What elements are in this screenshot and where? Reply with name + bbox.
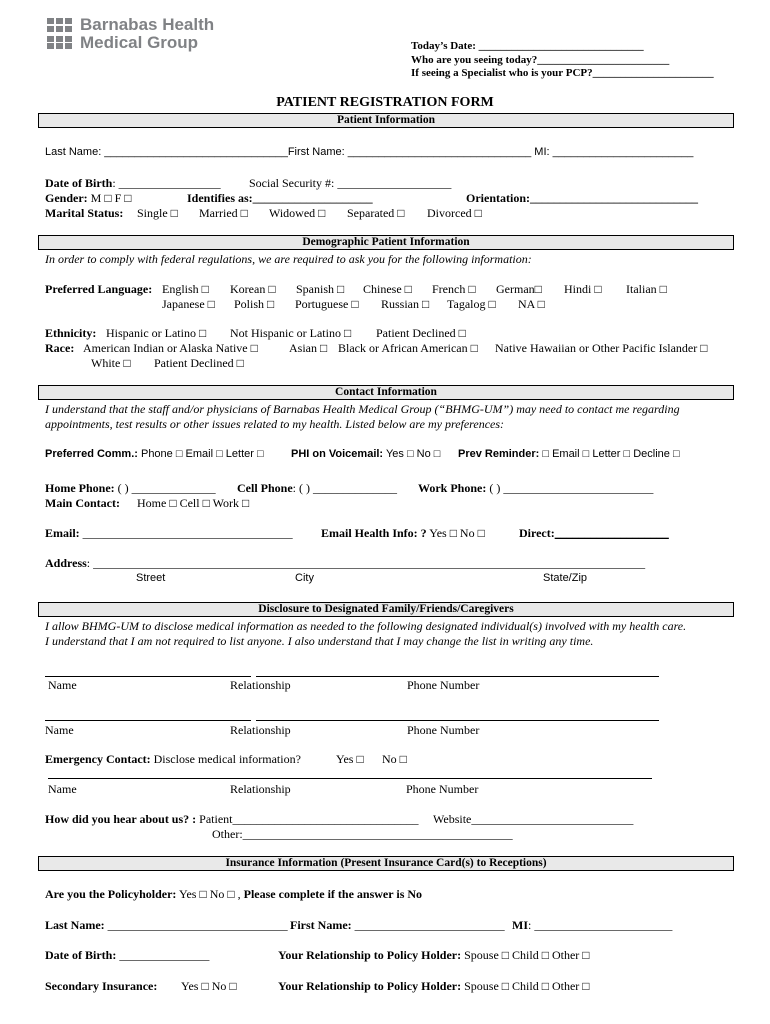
insured-dob-field[interactable]: [45, 948, 209, 963]
home-phone-field[interactable]: [45, 481, 216, 496]
section-contact: Contact Information: [38, 385, 734, 400]
ethnicity-hispanic-checkbox[interactable]: Hispanic or Latino □: [106, 326, 207, 340]
lang-chinese-checkbox[interactable]: Chinese □: [363, 282, 412, 296]
designee2-phone-label: Phone Number: [407, 723, 480, 737]
race-asian-checkbox[interactable]: Asian □: [289, 341, 328, 355]
logo-square: [47, 26, 54, 32]
designee2-relationship-label: Relationship: [230, 723, 291, 737]
marital-separated-checkbox[interactable]: Separated □: [347, 206, 405, 220]
address-field[interactable]: [45, 556, 645, 571]
designee1-name-line[interactable]: [45, 676, 251, 677]
secondary-relationship-field[interactable]: [278, 979, 590, 994]
designee2-name-line[interactable]: [45, 720, 251, 721]
logo-line1: Barnabas Health: [80, 15, 215, 34]
gender-options: M □ F □: [87, 191, 132, 205]
designee1-phone-label: Phone Number: [407, 678, 480, 692]
dob-field[interactable]: [45, 176, 221, 191]
direct-line: ___________________: [554, 526, 669, 540]
race-label: Race:: [45, 341, 75, 355]
specialist-pcp-field[interactable]: If seeing a Specialist who is your PCP?______________________: [411, 67, 714, 79]
hear-about-field[interactable]: [45, 812, 418, 827]
address-line: : ____________________________________________________________________________________________: [86, 556, 646, 570]
emergency-yes-checkbox[interactable]: Yes □: [336, 752, 364, 766]
insured-first-name-label: First Name:: [290, 918, 352, 932]
work-phone-field[interactable]: [418, 481, 653, 496]
preferred-comm-field[interactable]: [45, 448, 264, 460]
email-field[interactable]: [45, 526, 293, 541]
logo-square: [56, 43, 63, 49]
marital-status-label: Marital Status:: [45, 206, 124, 220]
email-health-options: Yes □ No □: [426, 526, 485, 540]
logo-square: [65, 26, 72, 32]
demographic-intro: In order to comply with federal regulations, we are required to ask you for the following information:: [45, 252, 532, 266]
logo-square: [56, 18, 63, 24]
preferred-comm-options: Phone □ Email □ Letter □: [137, 448, 264, 460]
ssn-field[interactable]: Social Security #: ___________________: [249, 176, 452, 190]
home-phone-line: ( ) ______________: [114, 481, 216, 495]
preferred-comm-label: Preferred Comm.:: [45, 448, 138, 460]
emergency-contact-field: [45, 752, 301, 767]
secondary-relationship-label: Your Relationship to Policy Holder:: [278, 979, 462, 993]
lang-hindi-checkbox[interactable]: Hindi □: [564, 282, 602, 296]
section-demographic: Demographic Patient Information: [38, 235, 734, 250]
logo-square: [56, 36, 63, 42]
gender-field[interactable]: [45, 191, 132, 206]
phi-voicemail-field[interactable]: [291, 448, 440, 460]
ethnicity-declined-checkbox[interactable]: Patient Declined □: [376, 326, 466, 340]
lang-portuguese-checkbox[interactable]: Portuguese □: [295, 297, 359, 311]
relationship-field[interactable]: [278, 948, 590, 963]
designee1-relationship-label: Relationship: [230, 678, 291, 692]
email-health-label: Email Health Info: ?: [321, 526, 427, 540]
race-black-checkbox[interactable]: Black or African American □: [338, 341, 478, 355]
lang-korean-checkbox[interactable]: Korean □: [230, 282, 276, 296]
city-label: City: [295, 572, 314, 584]
race-hawaiian-checkbox[interactable]: Native Hawaiian or Other Pacific Islander □: [495, 341, 708, 355]
policyholder-options: Yes □ No □ ,: [176, 887, 241, 901]
insured-last-name-label: Last Name:: [45, 918, 105, 932]
logo-square: [65, 43, 72, 49]
relationship-options: Spouse □ Child □ Other □: [461, 948, 590, 962]
email-label: Email:: [45, 526, 80, 540]
logo-line2: Medical Group: [80, 33, 199, 52]
section-insurance: Insurance Information (Present Insurance Card(s) to Receptions): [38, 856, 734, 871]
ethnicity-label: Ethnicity:: [45, 326, 97, 340]
section-disclosure: Disclosure to Designated Family/Friends/Caregivers: [38, 602, 734, 617]
disclosure-intro-line2: I understand that I am not required to list anyone. I also understand that I may change the list in writing any time.: [45, 634, 594, 648]
cell-phone-line: : ( ) ______________: [292, 481, 397, 495]
cell-phone-field[interactable]: [237, 481, 397, 496]
designee2-rel-phone-line[interactable]: [256, 720, 659, 721]
section-patient-info: Patient Information: [38, 113, 734, 128]
prev-reminder-options: □ Email □ Letter □ Decline □: [539, 448, 680, 460]
gender-label: Gender:: [45, 191, 88, 205]
dob-line: : _________________: [112, 176, 221, 190]
ethnicity-not-hispanic-checkbox[interactable]: Not Hispanic or Latino □: [230, 326, 352, 340]
phi-voicemail-label: PHI on Voicemail:: [291, 448, 384, 460]
secondary-relationship-options: Spouse □ Child □ Other □: [461, 979, 590, 993]
policyholder-label: Are you the Policyholder:: [45, 887, 177, 901]
todays-date-field[interactable]: Today’s Date: ______________________________: [411, 40, 644, 52]
home-phone-label: Home Phone:: [45, 481, 115, 495]
lang-na-checkbox[interactable]: NA □: [518, 297, 545, 311]
hear-other-field[interactable]: Other:_____________________________________________: [212, 827, 513, 841]
email-health-field[interactable]: [321, 526, 485, 541]
work-phone-line: ( ) _________________________: [486, 481, 654, 495]
insured-first-name-field[interactable]: [290, 918, 505, 933]
direct-field[interactable]: [519, 526, 669, 541]
insured-mi-field[interactable]: [512, 918, 672, 933]
marital-single-checkbox[interactable]: Single □: [137, 206, 178, 220]
street-label: Street: [136, 572, 166, 584]
prev-reminder-label: Prev Reminder:: [458, 448, 540, 460]
main-contact-label: Main Contact:: [45, 496, 120, 510]
address-label: Address: [45, 556, 87, 570]
dob-label: Date of Birth: [45, 176, 113, 190]
logo-square: [47, 43, 54, 49]
lang-japanese-checkbox[interactable]: Japanese □: [162, 297, 215, 311]
lang-german-checkbox[interactable]: German□: [496, 282, 542, 296]
insured-last-name-field[interactable]: [45, 918, 288, 933]
contact-intro-line2: appointments, test results or other issues related to my health. Listed below are my preferences:: [45, 417, 505, 431]
who-seeing-field[interactable]: Who are you seeing today?________________________: [411, 54, 670, 66]
lang-polish-checkbox[interactable]: Polish □: [234, 297, 275, 311]
state-zip-label: State/Zip: [543, 572, 588, 584]
prev-reminder-field[interactable]: [458, 448, 680, 460]
lang-russian-checkbox[interactable]: Russian □: [381, 297, 430, 311]
main-contact-options[interactable]: Home □ Cell □ Work □: [137, 496, 250, 510]
insured-last-name-line: ______________________________: [104, 918, 288, 932]
hear-patient-option: Patient_______________________________: [196, 812, 419, 826]
form-title: PATIENT REGISTRATION FORM: [276, 95, 494, 110]
hear-website-field[interactable]: Website___________________________: [433, 812, 634, 826]
race-american-indian-checkbox[interactable]: American Indian or Alaska Native □: [83, 341, 258, 355]
hear-about-label: How did you hear about us? :: [45, 812, 197, 826]
orientation-field[interactable]: Orientation:____________________________: [466, 191, 698, 205]
cell-phone-label: Cell Phone: [237, 481, 293, 495]
logo-square: [47, 18, 54, 24]
emergency-phone-label: Phone Number: [406, 782, 479, 796]
logo-square: [47, 36, 54, 42]
emergency-name-label: Name: [48, 782, 77, 796]
marital-married-checkbox[interactable]: Married □: [199, 206, 248, 220]
emergency-contact-text: Disclose medical information?: [150, 752, 301, 766]
marital-divorced-checkbox[interactable]: Divorced □: [427, 206, 482, 220]
phi-voicemail-options: Yes □ No □: [383, 448, 441, 460]
work-phone-label: Work Phone:: [418, 481, 487, 495]
race-declined-checkbox[interactable]: Patient Declined □: [154, 356, 244, 370]
designee1-name-label: Name: [48, 678, 77, 692]
name-line-field[interactable]: Last Name: ______________________________First Name: ______________________________ MI: _______________________: [45, 146, 694, 158]
email-line: ___________________________________: [79, 526, 293, 540]
designee2-name-label: Name: [45, 723, 74, 737]
insured-mi-line: : _______________________: [528, 918, 673, 932]
lang-tagalog-checkbox[interactable]: Tagalog □: [447, 297, 496, 311]
insured-first-name-line: _________________________: [351, 918, 505, 932]
logo-square: [65, 36, 72, 42]
secondary-insurance-label: Secondary Insurance:: [45, 979, 158, 993]
marital-widowed-checkbox[interactable]: Widowed □: [269, 206, 326, 220]
lang-english-checkbox[interactable]: English □: [162, 282, 209, 296]
insured-dob-label: Date of Birth:: [45, 948, 117, 962]
policyholder-field[interactable]: [45, 887, 422, 902]
emergency-no-checkbox[interactable]: No □: [382, 752, 407, 766]
identifies-as-field[interactable]: Identifies as:____________________: [187, 191, 373, 205]
preferred-language-label: Preferred Language:: [45, 282, 153, 296]
lang-italian-checkbox[interactable]: Italian □: [626, 282, 667, 296]
race-white-checkbox[interactable]: White □: [91, 356, 131, 370]
policyholder-note: Please complete if the answer is No: [240, 887, 423, 901]
insured-dob-line: _______________: [116, 948, 210, 962]
insured-mi-label: MI: [512, 918, 528, 932]
emergency-relationship-label: Relationship: [230, 782, 291, 796]
emergency-contact-line[interactable]: [48, 778, 652, 779]
logo-square: [56, 26, 63, 32]
contact-intro-line1: I understand that the staff and/or physicians of Barnabas Health Medical Group (“BHMG-UM”) may need to contact me regarding: [45, 402, 680, 416]
secondary-insurance-options[interactable]: Yes □ No □: [181, 979, 237, 993]
lang-spanish-checkbox[interactable]: Spanish □: [296, 282, 345, 296]
disclosure-intro-line1: I allow BHMG-UM to disclose medical information as needed to the following designated individual(s) involved with my health care.: [45, 619, 687, 633]
lang-french-checkbox[interactable]: French □: [432, 282, 476, 296]
relationship-label: Your Relationship to Policy Holder:: [278, 948, 462, 962]
direct-label: Direct:: [519, 526, 555, 540]
logo-square: [65, 18, 72, 24]
emergency-contact-label: Emergency Contact:: [45, 752, 151, 766]
designee1-rel-phone-line[interactable]: [256, 676, 659, 677]
